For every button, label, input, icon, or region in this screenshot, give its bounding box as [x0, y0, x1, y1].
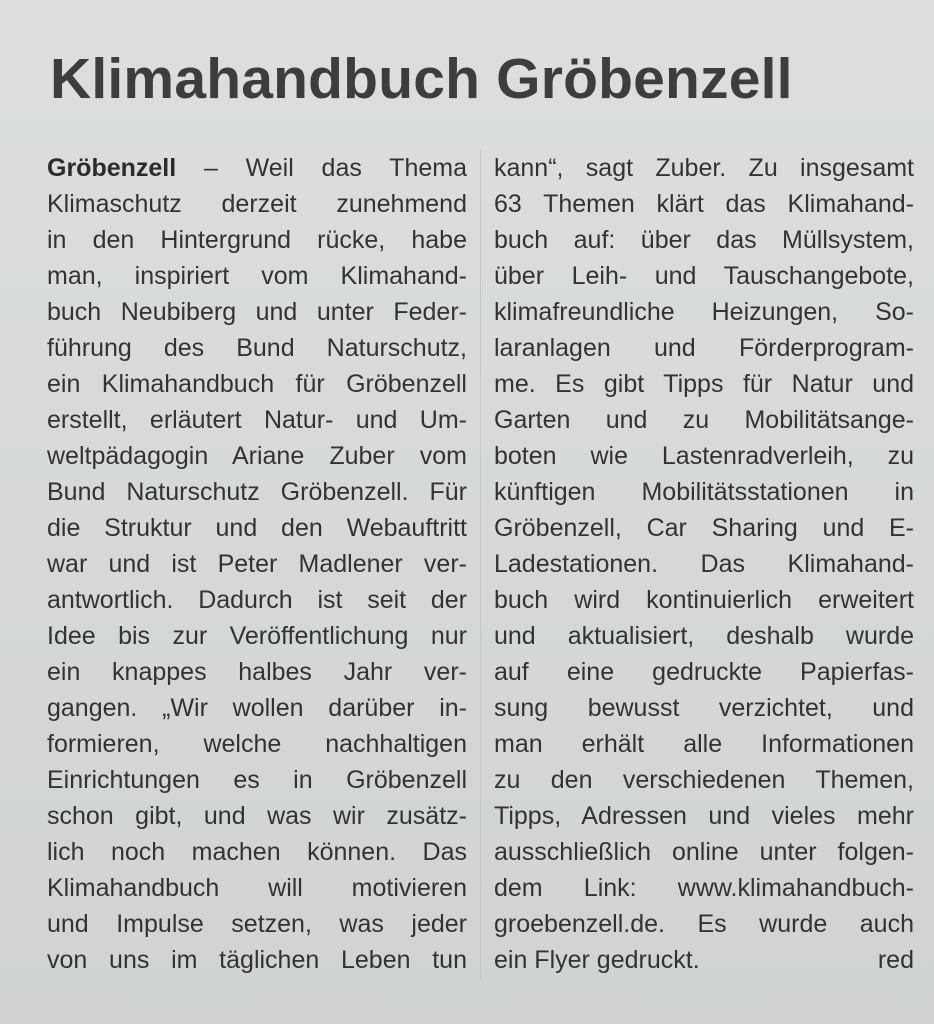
- article-line: auf eine gedruckte Papierfas-: [494, 658, 914, 686]
- article-line: über Leih- und Tauschangebote,: [494, 262, 914, 290]
- article-line: me. Es gibt Tipps für Natur und: [494, 370, 914, 398]
- article-line: von uns im täglichen Leben tun: [47, 946, 467, 974]
- article-line: Klimaschutz derzeit zunehmend: [47, 190, 467, 218]
- article-line: zu den verschiedenen Themen,: [494, 766, 914, 794]
- article-line: ausschließlich online unter folgen-: [494, 838, 914, 866]
- article-line: ein knappes halbes Jahr ver-: [47, 658, 467, 686]
- article-line: buch wird kontinuierlich erweitert: [494, 586, 914, 614]
- article-line: Gröbenzell, Car Sharing und E-: [494, 514, 914, 542]
- final-sentence: ein Flyer gedruckt.: [494, 946, 700, 974]
- article-line: künftigen Mobilitätsstationen in: [494, 478, 914, 506]
- article-line: war und ist Peter Madlener ver-: [47, 550, 467, 578]
- article-line: groebenzell.de. Es wurde auch: [494, 910, 914, 938]
- article-line: man erhält alle Informationen: [494, 730, 914, 758]
- article-column-right: [494, 150, 914, 978]
- article-line: buch Neubiberg und unter Feder-: [47, 298, 467, 326]
- article-line: man, inspiriert vom Klimahand-: [47, 262, 467, 290]
- author-signature: red: [877, 946, 914, 974]
- article-final-line: [494, 942, 914, 978]
- article-line: führung des Bund Naturschutz,: [47, 334, 467, 362]
- article-line: die Struktur und den Webauftritt: [47, 514, 467, 542]
- article-line: Tipps, Adressen und vieles mehr: [494, 802, 914, 830]
- article-line: [47, 150, 467, 186]
- article-line: klimafreundliche Heizungen, So-: [494, 298, 914, 326]
- article-line: 63 Themen klärt das Klimahand-: [494, 190, 914, 218]
- article-line: schon gibt, und was wir zusätz-: [47, 802, 467, 830]
- article-line: lich noch machen können. Das: [47, 838, 467, 866]
- article-line: kann“, sagt Zuber. Zu insgesamt: [494, 154, 914, 182]
- article-line: erstellt, erläutert Natur- und Um-: [47, 406, 467, 434]
- article-line: Idee bis zur Veröffentlichung nur: [47, 622, 467, 650]
- article-title: Klimahandbuch Gröbenzell: [50, 47, 793, 111]
- article-line: buch auf: über das Müllsystem,: [494, 226, 914, 254]
- article-column-left: [47, 150, 467, 978]
- article-line: und aktualisiert, deshalb wurde: [494, 622, 914, 650]
- column-divider: [480, 150, 481, 980]
- lead-location: Gröbenzell: [47, 154, 177, 182]
- article-line: Garten und zu Mobilitätsange-: [494, 406, 914, 434]
- article-line: boten wie Lastenradverleih, zu: [494, 442, 914, 470]
- article-line: und Impulse setzen, was jeder: [47, 910, 467, 938]
- article-line: laranlagen und Förderprogram-: [494, 334, 914, 362]
- article-line: formieren, welche nachhaltigen: [47, 730, 467, 758]
- article-line: sung bewusst verzichtet, und: [494, 694, 914, 722]
- lead-text: – Weil das Thema: [176, 154, 467, 182]
- article-line: in den Hintergrund rücke, habe: [47, 226, 467, 254]
- article-line: Klimahandbuch will motivieren: [47, 874, 467, 902]
- article-line: Bund Naturschutz Gröbenzell. Für: [47, 478, 467, 506]
- article-line: weltpädagogin Ariane Zuber vom: [47, 442, 467, 470]
- article-line: dem Link: www.klimahandbuch-: [494, 874, 914, 902]
- article-line: ein Klimahandbuch für Gröbenzell: [47, 370, 467, 398]
- article-line: gangen. „Wir wollen darüber in-: [47, 694, 467, 722]
- article-line: Einrichtungen es in Gröbenzell: [47, 766, 467, 794]
- article-line: Ladestationen. Das Klimahand-: [494, 550, 914, 578]
- article-line: antwortlich. Dadurch ist seit der: [47, 586, 467, 614]
